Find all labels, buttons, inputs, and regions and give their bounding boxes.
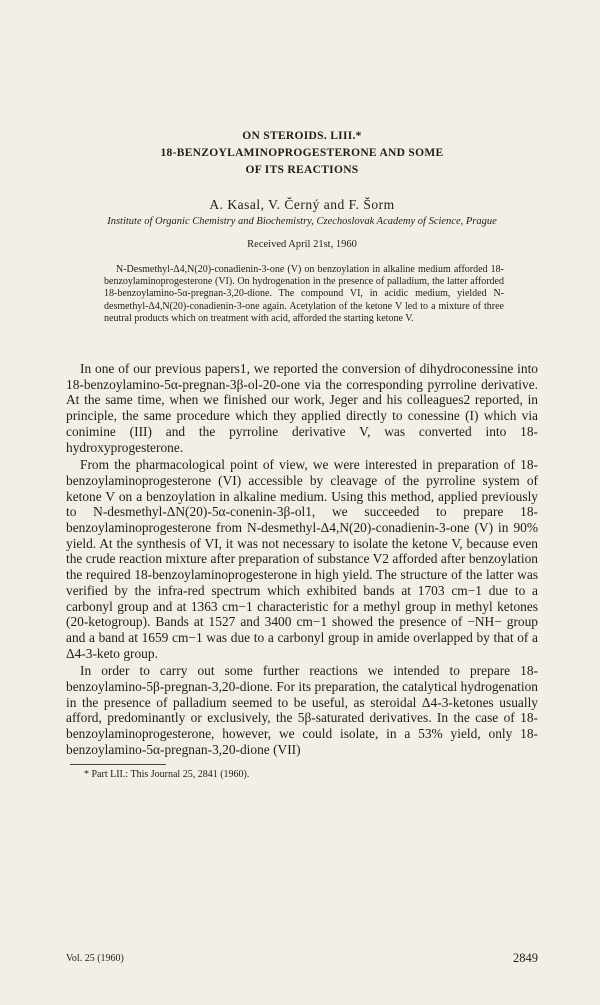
abstract: N-Desmethyl-Δ4,N(20)-conadienin-3-one (V) on benzoylation in alkaline medium afforded 18-benzoylaminoprogesterone (VI). On hydrogenation in the presence of palladium, the latter afforded 18-benzoylamino-5α-pregnan-3,20-dione. The compound VI, in acidic medium, yielded N-desmethyl-Δ4,N(20)-conadienin-3-one again. Acetylation of the ketone V led to a mixture of three neutral products which on treatment with acid, afforded the starting ketone V.	[104, 264, 504, 324]
paper-title-line-1: ON STEROIDS. LIII.*	[242, 130, 362, 142]
journal-volume: Vol. 25 (1960)	[66, 953, 124, 964]
paper-title-line-2: 18-BENZOYLAMINOPROGESTERONE AND SOME	[160, 147, 444, 159]
footnote: * Part LII.: This Journal 25, 2841 (1960).	[84, 768, 250, 780]
paper-page	[0, 128, 600, 1005]
footnote-rule	[70, 764, 166, 765]
paper-title-line-3: OF ITS REACTIONS	[245, 164, 359, 176]
authors: A. Kasal, V. Černý and F. Šorm	[209, 197, 395, 212]
paragraph-2: From the pharmacological point of view, we were interested in preparation of 18-benzoylaminoprogesterone (VI) accessible by cleavage of the pyrroline system of ketone V on a benzoylation in alkaline medium. Using this method, applied previously to N-desmethyl-ΔN(20)-5α-conenin-3β-ol1, we succeeded to prepare 18-benzoylaminoprogesterone from N-desmethyl-Δ4,N(20)-conadienin-3-one (V) in 90% yield. At the synthesis of VI, it was not necessary to isolate the ketone V, because even the crude reaction mixture after preparation of substance V2 afforded after benzoylation the required 18-benzoylaminoprogesterone in high yield. The structure of the latter was verified by the infra-red spectrum which exhibited bands at 1703 cm−1 due to a carbonyl group and at 1363 cm−1 characteristic for a methyl group in methyl ketones (20-ketogroup). Bands at 1527 and 3400 cm−1 showed the presence of −NH− group and a band at 1659 cm−1 was due to a carbonyl group in amide overlapped by that of a Δ4-3-keto group.	[66, 457, 538, 661]
paragraph-3: In order to carry out some further reactions we intended to prepare 18-benzoylamino-5β-pregnan-3,20-dione. For its preparation, the catalytical hydrogenation in the presence of palladium seemed to be useful, as steroidal Δ4-3-ketones usually afford, predominantly or exclusively, the 5β-saturated derivatives. In the case of 18-benzoylaminoprogesterone, however, we could isolate, in a 53% yield, only 18-benzoylamino-5α-pregnan-3,20-dione (VII)	[66, 663, 538, 757]
received-date: Received April 21st, 1960	[247, 239, 357, 250]
body-text	[66, 361, 538, 758]
institute: Institute of Organic Chemistry and Biochemistry, Czechoslovak Academy of Science, Prague	[107, 216, 497, 227]
page-number: 2849	[513, 951, 538, 965]
paragraph-1: In one of our previous papers1, we reported the conversion of dihydroconessine into 18-benzoylamino-5α-pregnan-3β-ol-20-one via the corresponding pyrroline derivative. At the same time, when we finished our work, Jeger and his colleagues2 reported, in principle, the same procedure which they applied directly to conessine (I) which via conimine (III) and the pyrroline derivative V, was converted into 18-hydroxyprogesterone.	[66, 361, 538, 455]
